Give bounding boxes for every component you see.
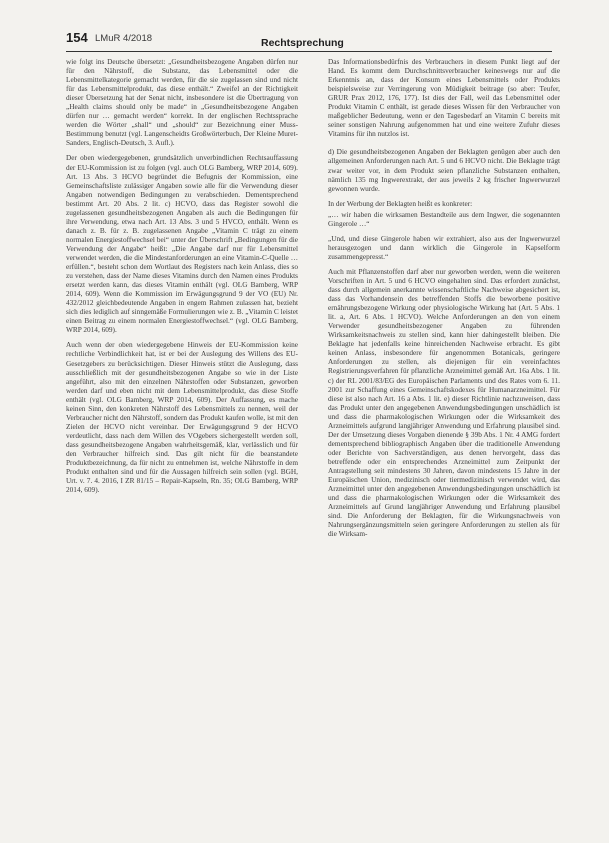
paragraph: Das Informationsbedürfnis des Verbrauchers in diesem Punkt liegt auf der Hand. Es kommt dem Durchschnittsverbraucher keineswegs nur auf die Erkenntnis an, dass der Konsum eines Lebensmittels oder Produkts beispielsweise zur Verringerung von Müdigkeit beitrage (so aber: Teufer, GRUR Prax 2012, 176, 177). Ist dies der Fall, weil das Lebensmittel oder Produkt Vitamin C enthält, ist gerade dieses Wissen für den Verbraucher von maßgeblicher Bedeutung, wenn er den Tagesbedarf an Vitamin C bereits mit seiner sonstigen Nahrung aufgenommen hat und eine weitere Zufuhr dieses Vitamins für ihn nutzlos ist. (328, 57, 560, 139)
paragraph: In der Werbung der Beklagten heißt es konkreter: (328, 198, 473, 208)
quote: „… wir haben die wirksamen Bestandteile aus dem Ingwer, die sogenannten Gingerole …“ (328, 209, 560, 228)
page-header (66, 29, 552, 49)
paragraph: wie folgt ins Deutsche übersetzt: „Gesundheitsbezogene Angaben dürfen nur für den Nährstoff, die Substanz, das Lebensmittel oder die Lebensmittelkategorie gemacht werden, für die sie zugelassen sind und nicht für das Lebensmittelprodukt, das diese enthält.“ Zweifel an der Richtigkeit dieser Übersetzung hat der Senat nicht, insbesondere ist die Übertragung von „Health claims should only be made“ in „Gesundheitsbezogene Angaben dürfen nur … gemacht werden“ korrekt. In der englischen Rechtssprache werden die Wörter „shall“ und „should“ zur Bezeichnung einer Muss-Bestimmung benutzt (vgl. Langenscheidts Großwörterbuch, Der Kleine Muret-Sanders, Englisch-Deutsch, 3. Aufl.). (66, 57, 298, 148)
journal-reference: LMuR 4/2018 (95, 33, 153, 44)
right-column (328, 57, 560, 544)
paragraph: Auch mit Pflanzenstoffen darf aber nur geworben werden, wenn die weiteren Vorschriften in Art. 5 und 6 HCVO eingehalten sind. Das erfordert zunächst, dass durch allgemein anerkannte wissenschaftliche Nachweise abgesichert ist, dass das Vorhandensein des betreffenden Stoffs die beworbene positive ernährungsbezogene Wirkung oder physiologische Wirkung hat (Art. 5 Abs. 1 lit. a, Art. 6 Abs. 1 HCVO). Welche Anforderungen an den von einem Verwender gesundheitsbezogener Angaben zu führenden Wirksamkeitsnachweis zu stellen sind, kann hier dahingestellt bleiben. Die Beklagte hat jedenfalls keine hinreichenden Nachweise erbracht. Es gibt keinen Anlass, insbesondere für angenommen Botanicals, geringere Anforderungen zu stellen, als diejenigen für ein vereinfachtes Registrierungsverfahren für pflanzliche Arzneimittel gemäß Art. 16a Abs. 1 lit. c) der RL 2001/83/EG des Europäischen Parlaments und des Rates vom 6. 11. 2001 zur Schaffung eines Gemeinschaftskodexes für Humanarzneimittel. Für diese ist also nach Art. 16 a Abs. 1 lit. e) dieser Richtlinie nachzuweisen, dass das Produkt unter den angegebenen Anwendungsbedingungen unschädlich ist und dass die pharmakologischen Wirkungen oder die Wirksamkeit des Arzneimittels aufgrund langjähriger Anwendung und Erfahrung plausibel sind. Der der Umsetzung dieses Vorgaben dienende § 39b Abs. 1 Nr. 4 AMG fordert dementsprechend bibliographisch Angaben über die traditionelle Anwendung oder Berichte von Sachverständigen, aus denen hervorgeht, dass das betreffende oder ein entsprechendes Arzneimittel zum Zeitpunkt der Antragstellung seit mindestens 30 Jahren, davon mindestens 15 Jahre in der Europäischen Union, medizinisch oder tiermedizinisch verwendet wird, das Arzneimittel unter den angegebenen Anwendungsbedingungen unschädlich ist und dass die pharmakologischen Wirkungen oder die Wirksamkeit des Arzneimittels auf Grund langjähriger Anwendung und Erfahrung plausibel sind. Die Anforderung der Beklagten, für die Wirkungsnachweis von Nahrungsergänzungsmitteln seien geringere Anforderungen zu stellen als für die Wirksam- (328, 266, 560, 539)
page-number: 154 (66, 30, 88, 45)
section-title: Rechtsprechung (261, 37, 344, 49)
paragraph: Auch wenn der oben wiedergegebene Hinweis der EU-Kommission keine rechtliche Verbindlichkeit hat, ist er bei der Auslegung des Willens des EU-Gesetzgebers zu berücksichtigen. Dieser Hinweis stützt die Auslegung, dass ausschließlich mit der gesundheitsbezogenen Angabe so wie in der Liste angeführt, also mit den einzelnen Nährstoffen oder Substanzen, geworben werden darf und eben nicht mit dem Lebensmittelprodukt, das diese Stoffe enthält (vgl. OLG Bamberg, WRP 2014, 609). Der Auffassung, es mache keinen Sinn, den konkreten Nährstoff des Lebensmittels zu nennen, weil der Verbraucher nicht den Nährstoff, sondern das Produkt kaufen wolle, ist mit den Zielen der HCVO nicht vereinbar. Der Erwägungsgrund 9 der HCVO verdeutlicht, dass nach dem Willen des VOgebers sichergestellt werden soll, dass gesundheitsbezogene Angaben wahrheitsgemäß, klar, verlässlich und für den Verbraucher hilfreich sind. Das gilt nicht für die beanstandete Produktbezeichnung, da für nicht zu entnehmen ist, welche Nährstoffe in dem Produkt enthalten sind und für die Aussagen hilfreich sein sollen (vgl. BGH, Urt. v. 7. 4. 2016, I ZR 81/15 – Repair-Kapseln, Rn. 35; OLG Bamberg, WRP 2014, 609). (66, 340, 298, 495)
left-column (66, 57, 298, 500)
header-rule (66, 51, 552, 52)
paragraph: Der oben wiedergegebenen, grundsätzlich unverbindlichen Rechtsauffassung der EU-Kommission ist zu folgen (vgl. auch OLG Bamberg, WRP 2014, 609). Art. 13 Abs. 3 HCVO begründet die Befugnis der Kommission, eine Gemeinschaftsliste zulässiger Angaben sowie alle für die Verwendung dieser Angaben notwendigen Bedingungen zu verabschieden. Dementsprechend bestimmt Art. 20 Abs. 2 lit. c) HCVO, dass das Register sowohl die zugelassenen gesundheitsbezogenen Angaben als auch die Bedingungen für ihre Verwendung, etwa nach Art. 13 Abs. 3 und 5 HVCO, enthält. Wenn es danach z. B. für z. B. zugelassenen Angabe „Vitamin C trägt zu einem normalen Energiestoffwechsel bei“ unter der Überschrift „Bedingungen für die Verwendung der Angabe“ heißt: „Die Angabe darf nur für Lebensmittel verwendet werden, die die Mindestanforderungen an eine Vitamin-C-Quelle … erfüllen.“, besteht schon dem Wortlaut des Registers nach kein Anlass, dies so zu verstehen, dass der Name dieses Vitamins durch den Namen eines Produkts ersetzt werden kann, das dieses Vitamin enthält (vgl. OLG Bamberg, WRP 2014, 609). Wenn die Kommission im Erwägungsgrund 9 der VO (EU) Nr. 432/2012 gleichbedeutende Angaben in engem Rahmen zulassen hat, bezieht sich dies lediglich auf sinngemäße Formulierungen wie z. B. „Vitamin C leistet einen Beitrag zu einem normalen Energiestoffwechsel.“ (vgl. OLG Bamberg, WRP 2014, 609). (66, 153, 298, 335)
paragraph: d) Die gesundheitsbezogenen Angaben der Beklagten genügen aber auch den allgemeinen Anforderungen nach Art. 5 und 6 HCVO nicht. Die Beklagte trägt zwar weiter vor, in dem Produkt seien pflanzliche Substanzen enthalten, nämlich 135 mg Ingwerextrakt, der aus jeweils 2 kg frischer Ingwerwurzel gewonnen wurde. (328, 147, 560, 193)
quote: „Und, und diese Gingerole haben wir extrahiert, also aus der Ingwerwurzel herausgezogen und dann wirklich die Gingerole in Kapselform zusammengepresst.“ (328, 233, 560, 261)
